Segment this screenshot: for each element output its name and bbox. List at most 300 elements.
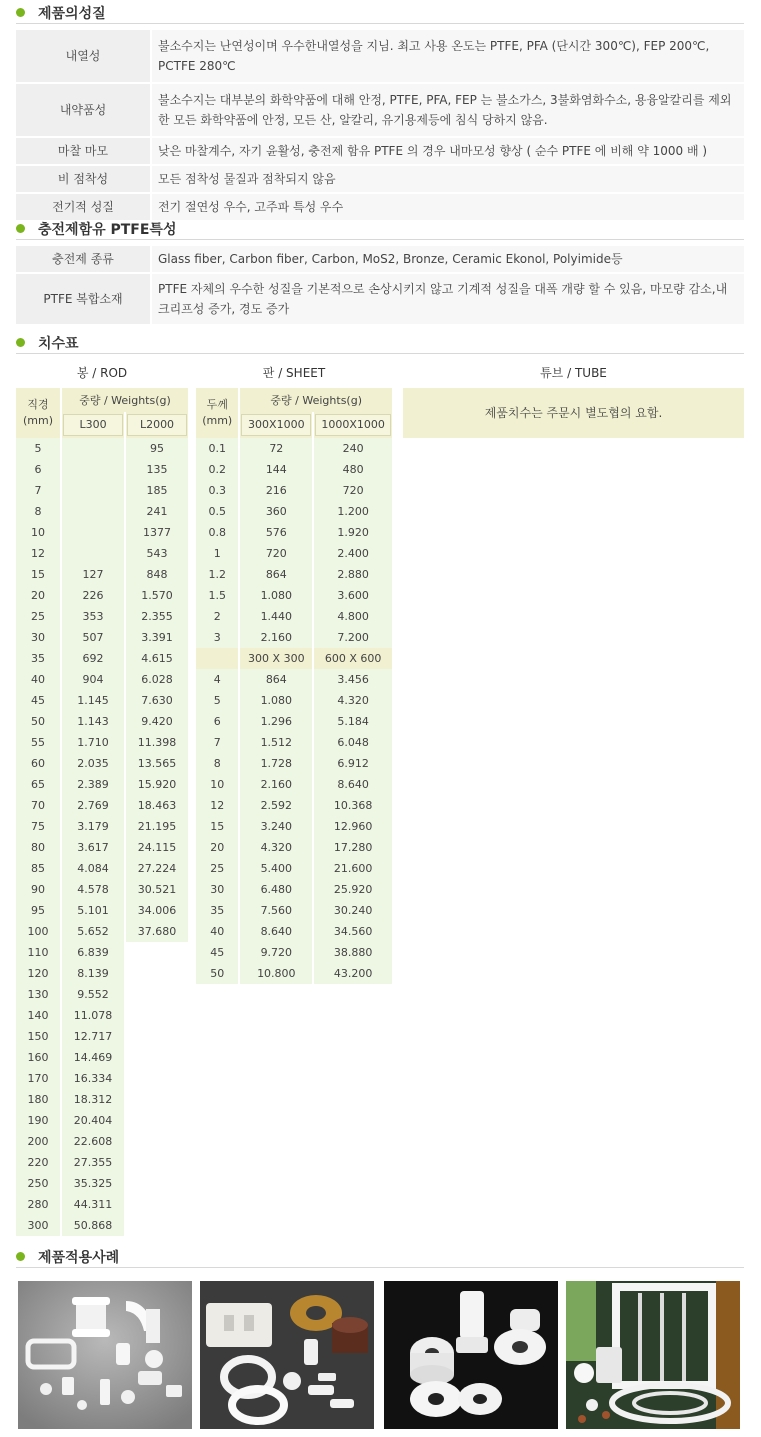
sheet-row [196,753,392,774]
property-key: 전기적 성질 [16,194,152,222]
rod-l300-cell: 14.469 [60,1047,124,1068]
sheet-row [196,774,392,795]
property-row [16,138,744,166]
rod-row [16,963,188,984]
rod-l2000-cell: 27.224 [124,858,188,879]
rod-l2000-cell: 543 [124,543,188,564]
sheet-thickness-cell: 0.3 [196,480,238,501]
rod-l2000-cell: 21.195 [124,816,188,837]
rod-diameter-cell: 20 [16,585,60,606]
sheet-thickness-cell: 8 [196,753,238,774]
rod-row [16,669,188,690]
sheet-thickness-cell: 25 [196,858,238,879]
rod-header-diameter: 직경 (mm) [16,388,60,438]
sheet-row [196,438,392,459]
sheet-a-cell: 4.320 [238,837,312,858]
sheet-row [196,711,392,732]
rod-row [16,585,188,606]
sheet-a-cell: 1.080 [238,690,312,711]
rod-diameter-cell: 190 [16,1110,60,1131]
sheet-a-cell: 8.640 [238,921,312,942]
sheet-row [196,942,392,963]
property-key: 마찰 마모 [16,138,152,166]
sheet-row [196,900,392,921]
property-row [16,30,744,84]
property-key: 비 점착성 [16,166,152,194]
rod-l300-cell: 2.769 [60,795,124,816]
rod-l2000-cell: 11.398 [124,732,188,753]
rod-l2000-cell: 13.565 [124,753,188,774]
rod-l2000-cell [124,1110,188,1131]
rod-header-l300: L300 [60,412,124,438]
rod-l300-cell: 9.552 [60,984,124,1005]
rod-diameter-cell: 45 [16,690,60,711]
rod-l2000-cell: 241 [124,501,188,522]
rod-l300-cell: 692 [60,648,124,669]
sheet-row [196,459,392,480]
sheet-row [196,627,392,648]
rod-l2000-cell: 185 [124,480,188,501]
rod-diameter-cell: 130 [16,984,60,1005]
rod-l300-cell: 22.608 [60,1131,124,1152]
sheet-b-cell: 38.880 [312,942,392,963]
rod-l2000-cell: 1.570 [124,585,188,606]
rod-row [16,1026,188,1047]
property-value: 불소수지는 대부분의 화학약품에 대해 안정, PTFE, PFA, FEP 는 불소가스, 3불화염화수소, 용융알칼리를 제외한 모든 화학약품에 안정, 모든 산, 알칼리, 유기용제등에 침식 당하지 않음. [152,84,744,138]
rod-l2000-cell [124,1068,188,1089]
rod-diameter-cell: 200 [16,1131,60,1152]
rod-l2000-cell: 30.521 [124,879,188,900]
rod-diameter-cell: 140 [16,1005,60,1026]
rod-row [16,774,188,795]
rod-l2000-cell: 24.115 [124,837,188,858]
rod-row [16,1068,188,1089]
rod-row [16,837,188,858]
properties-table [16,30,744,222]
rod-l300-cell: 8.139 [60,963,124,984]
filled-key: PTFE 복합소재 [16,274,152,326]
sheet-subheader-600x600: 600 X 600 [312,648,392,669]
rod-l2000-cell [124,963,188,984]
rod-title: 봉 / ROD [76,366,128,380]
sheet-a-cell: 2.160 [238,627,312,648]
rod-header-weight: 중량 / Weights(g) [60,388,188,412]
sheet-row [196,858,392,879]
sheet-b-cell: 30.240 [312,900,392,921]
rod-row [16,1005,188,1026]
rod-l2000-cell [124,1089,188,1110]
rod-diameter-cell: 220 [16,1152,60,1173]
rod-l300-cell: 4.084 [60,858,124,879]
sheet-subheader-blank [196,648,238,669]
rod-diameter-cell: 15 [16,564,60,585]
rod-l300-cell: 35.325 [60,1173,124,1194]
sheet-row [196,816,392,837]
rod-row [16,732,188,753]
sheet-a-cell: 720 [238,543,312,564]
rod-l2000-cell [124,984,188,1005]
rod-l300-cell [60,480,124,501]
sheet-subheader-row [196,648,392,669]
rod-l2000-cell: 7.630 [124,690,188,711]
rod-diameter-cell: 60 [16,753,60,774]
sheet-title: 판 / SHEET [262,366,326,380]
sheet-a-cell: 1.296 [238,711,312,732]
sheet-b-cell: 1.200 [312,501,392,522]
sheet-thickness-cell: 0.8 [196,522,238,543]
rod-row [16,711,188,732]
rod-l2000-cell: 1377 [124,522,188,543]
rod-row [16,753,188,774]
sheet-thickness-cell: 7 [196,732,238,753]
rod-row [16,606,188,627]
sheet-a-cell: 360 [238,501,312,522]
rod-l2000-cell [124,1194,188,1215]
property-key: 내약품성 [16,84,152,138]
rod-l300-cell: 6.839 [60,942,124,963]
rod-l2000-cell [124,1152,188,1173]
sheet-thickness-cell: 0.5 [196,501,238,522]
rod-l2000-cell: 34.006 [124,900,188,921]
rod-l300-cell [60,543,124,564]
rod-l2000-cell [124,1026,188,1047]
sheet-row [196,669,392,690]
rod-row [16,1152,188,1173]
sheet-thickness-cell: 1.2 [196,564,238,585]
rod-row [16,1089,188,1110]
rod-diameter-cell: 250 [16,1173,60,1194]
filled-row [16,246,744,274]
application-photo-2 [200,1281,374,1429]
rod-row [16,1131,188,1152]
property-value: 전기 절연성 우수, 고주파 특성 우수 [152,194,744,222]
sheet-b-cell: 2.400 [312,543,392,564]
rod-l2000-cell: 4.615 [124,648,188,669]
sheet-a-cell: 864 [238,669,312,690]
sheet-a-cell: 576 [238,522,312,543]
rod-diameter-cell: 180 [16,1089,60,1110]
bullet-icon [16,1252,25,1261]
rod-l2000-cell: 848 [124,564,188,585]
sheet-header-weight: 중량 / Weights(g) [238,388,392,412]
sheet-b-cell: 12.960 [312,816,392,837]
rod-diameter-cell: 120 [16,963,60,984]
rod-l300-cell: 11.078 [60,1005,124,1026]
sheet-b-cell: 17.280 [312,837,392,858]
rod-diameter-cell: 65 [16,774,60,795]
filled-ptfe-table [16,246,744,326]
rod-diameter-cell: 8 [16,501,60,522]
rod-l300-cell: 27.355 [60,1152,124,1173]
sheet-thickness-cell: 6 [196,711,238,732]
sheet-b-cell: 480 [312,459,392,480]
rod-diameter-cell: 10 [16,522,60,543]
rod-row [16,795,188,816]
rod-row [16,501,188,522]
tube-note: 제품치수는 주문시 별도협의 요함. [403,388,744,438]
sheet-row [196,837,392,858]
rod-l300-cell: 353 [60,606,124,627]
rod-l2000-cell: 3.391 [124,627,188,648]
sheet-row [196,501,392,522]
sheet-b-cell: 720 [312,480,392,501]
sheet-b-cell: 10.368 [312,795,392,816]
rod-l300-cell: 507 [60,627,124,648]
rod-l300-cell: 127 [60,564,124,585]
rod-row [16,543,188,564]
sheet-row [196,543,392,564]
sheet-thickness-cell: 1 [196,543,238,564]
rod-row [16,438,188,459]
sheet-thickness-cell: 0.1 [196,438,238,459]
rod-l2000-cell [124,1173,188,1194]
sheet-header-1000x1000: 1000X1000 [312,412,392,438]
rod-diameter-cell: 85 [16,858,60,879]
rod-diameter-cell: 170 [16,1068,60,1089]
rod-diameter-cell: 40 [16,669,60,690]
filled-row [16,274,744,326]
rod-l300-cell: 50.868 [60,1215,124,1236]
sheet-thickness-cell: 0.2 [196,459,238,480]
rod-l300-cell: 904 [60,669,124,690]
bullet-icon [16,224,25,233]
sheet-thickness-cell: 15 [196,816,238,837]
sheet-row [196,690,392,711]
rod-l300-cell: 226 [60,585,124,606]
rod-diameter-cell: 300 [16,1215,60,1236]
rod-l2000-cell: 2.355 [124,606,188,627]
rod-l300-cell: 3.617 [60,837,124,858]
property-row [16,166,744,194]
rod-l300-cell: 5.101 [60,900,124,921]
rod-l300-cell: 1.143 [60,711,124,732]
section-title-applications: 제품적용사례 [16,1246,744,1268]
rod-row [16,816,188,837]
rod-l2000-cell: 95 [124,438,188,459]
sheet-row [196,606,392,627]
rod-l300-cell [60,459,124,480]
rod-row [16,1215,188,1236]
sheet-thickness-cell: 3 [196,627,238,648]
sheet-b-cell: 4.320 [312,690,392,711]
filled-value: Glass fiber, Carbon fiber, Carbon, MoS2, Bronze, Ceramic Ekonol, Polyimide등 [152,246,744,274]
filled-value: PTFE 자체의 우수한 성질을 기본적으로 손상시키지 않고 기계적 성질을 대폭 개량 할 수 있음, 마모량 감소,내크리프성 증가, 경도 증가 [152,274,744,326]
sheet-header-thickness: 두께 (mm) [196,388,238,438]
sheet-a-cell: 72 [238,438,312,459]
bullet-icon [16,8,25,17]
sheet-a-cell: 864 [238,564,312,585]
sheet-b-cell: 4.800 [312,606,392,627]
rod-diameter-cell: 7 [16,480,60,501]
rod-diameter-cell: 55 [16,732,60,753]
sheet-thickness-cell: 12 [196,795,238,816]
application-photo-3 [384,1281,558,1429]
rod-diameter-cell: 150 [16,1026,60,1047]
rod-l2000-cell [124,1215,188,1236]
rod-diameter-cell: 50 [16,711,60,732]
rod-diameter-cell: 12 [16,543,60,564]
rod-row [16,984,188,1005]
rod-row [16,522,188,543]
sheet-thickness-cell: 5 [196,690,238,711]
sheet-row [196,921,392,942]
rod-l300-cell: 3.179 [60,816,124,837]
sheet-a-cell: 1.728 [238,753,312,774]
sheet-thickness-cell: 10 [196,774,238,795]
rod-row [16,942,188,963]
rod-l300-cell [60,501,124,522]
rod-diameter-cell: 6 [16,459,60,480]
sheet-b-cell: 5.184 [312,711,392,732]
rod-diameter-cell: 25 [16,606,60,627]
sheet-table [196,388,392,984]
rod-l300-cell: 18.312 [60,1089,124,1110]
rod-l300-cell: 2.035 [60,753,124,774]
rod-diameter-cell: 160 [16,1047,60,1068]
section-title-dimensions: 치수표 [16,332,744,354]
rod-row [16,564,188,585]
application-photo-4 [566,1281,740,1429]
sheet-a-cell: 10.800 [238,963,312,984]
property-row [16,84,744,138]
rod-row [16,1110,188,1131]
rod-row [16,648,188,669]
rod-l300-cell: 20.404 [60,1110,124,1131]
rod-l300-cell: 44.311 [60,1194,124,1215]
sheet-b-cell: 240 [312,438,392,459]
sheet-b-cell: 3.456 [312,669,392,690]
rod-l300-cell: 5.652 [60,921,124,942]
sheet-thickness-cell: 35 [196,900,238,921]
rod-row [16,627,188,648]
rod-row [16,858,188,879]
sheet-b-cell: 2.880 [312,564,392,585]
property-value: 낮은 마찰계수, 자기 윤활성, 충전제 함유 PTFE 의 경우 내마모성 향상 ( 순수 PTFE 에 비해 약 1000 배 ) [152,138,744,166]
sheet-b-cell: 8.640 [312,774,392,795]
rod-diameter-cell: 90 [16,879,60,900]
sheet-row [196,480,392,501]
sheet-a-cell: 9.720 [238,942,312,963]
sheet-b-cell: 25.920 [312,879,392,900]
sheet-a-cell: 6.480 [238,879,312,900]
rod-header-l2000: L2000 [124,412,188,438]
rod-l2000-cell: 18.463 [124,795,188,816]
sheet-subheader-300x300: 300 X 300 [238,648,312,669]
rod-row [16,900,188,921]
sheet-row [196,564,392,585]
sheet-a-cell: 5.400 [238,858,312,879]
sheet-b-cell: 7.200 [312,627,392,648]
sheet-a-cell: 1.512 [238,732,312,753]
rod-diameter-cell: 70 [16,795,60,816]
rod-l2000-cell: 15.920 [124,774,188,795]
sheet-row [196,879,392,900]
rod-l2000-cell [124,942,188,963]
rod-l300-cell: 12.717 [60,1026,124,1047]
rod-diameter-cell: 100 [16,921,60,942]
sheet-a-cell: 1.080 [238,585,312,606]
sheet-b-cell: 43.200 [312,963,392,984]
sheet-row [196,585,392,606]
rod-diameter-cell: 280 [16,1194,60,1215]
sheet-thickness-cell: 40 [196,921,238,942]
property-value: 모든 점착성 물질과 점착되지 않음 [152,166,744,194]
rod-l300-cell: 16.334 [60,1068,124,1089]
rod-diameter-cell: 75 [16,816,60,837]
sheet-thickness-cell: 4 [196,669,238,690]
rod-l2000-cell [124,1131,188,1152]
sheet-a-cell: 144 [238,459,312,480]
rod-diameter-cell: 30 [16,627,60,648]
rod-row [16,879,188,900]
rod-l2000-cell [124,1005,188,1026]
rod-l2000-cell [124,1047,188,1068]
rod-diameter-cell: 5 [16,438,60,459]
sheet-b-cell: 1.920 [312,522,392,543]
tube-title: 튜브 / TUBE [540,366,607,380]
property-key: 내열성 [16,30,152,84]
sheet-a-cell: 3.240 [238,816,312,837]
rod-l300-cell: 2.389 [60,774,124,795]
rod-row [16,480,188,501]
sheet-b-cell: 34.560 [312,921,392,942]
sheet-row [196,522,392,543]
sheet-a-cell: 2.160 [238,774,312,795]
rod-diameter-cell: 110 [16,942,60,963]
sheet-row [196,732,392,753]
sheet-thickness-cell: 2 [196,606,238,627]
bullet-icon [16,338,25,347]
sheet-a-cell: 1.440 [238,606,312,627]
sheet-b-cell: 3.600 [312,585,392,606]
property-value: 불소수지는 난연성이며 우수한내열성을 지님. 최고 사용 온도는 PTFE, PFA (단시간 300℃), FEP 200℃, PCTFE 280℃ [152,30,744,84]
sheet-b-cell: 21.600 [312,858,392,879]
rod-row [16,1194,188,1215]
application-photo-1 [18,1281,192,1429]
rod-row [16,1047,188,1068]
rod-l2000-cell: 9.420 [124,711,188,732]
rod-diameter-cell: 95 [16,900,60,921]
rod-row [16,921,188,942]
rod-l300-cell: 4.578 [60,879,124,900]
sheet-thickness-cell: 45 [196,942,238,963]
rod-diameter-cell: 35 [16,648,60,669]
sheet-thickness-cell: 30 [196,879,238,900]
sheet-thickness-cell: 50 [196,963,238,984]
sheet-a-cell: 7.560 [238,900,312,921]
rod-l300-cell [60,522,124,543]
rod-l2000-cell: 135 [124,459,188,480]
sheet-thickness-cell: 20 [196,837,238,858]
rod-l2000-cell: 37.680 [124,921,188,942]
sheet-a-cell: 216 [238,480,312,501]
sheet-row [196,795,392,816]
sheet-b-cell: 6.912 [312,753,392,774]
rod-l300-cell [60,438,124,459]
sheet-b-cell: 6.048 [312,732,392,753]
sheet-row [196,963,392,984]
rod-row [16,690,188,711]
section-title-filled: 충전제함유 PTFE특성 [16,218,744,240]
sheet-a-cell: 2.592 [238,795,312,816]
sheet-header-300x1000: 300X1000 [238,412,312,438]
rod-l300-cell: 1.145 [60,690,124,711]
filled-key: 충전제 종류 [16,246,152,274]
rod-table [16,388,188,1236]
rod-l300-cell: 1.710 [60,732,124,753]
sheet-thickness-cell: 1.5 [196,585,238,606]
section-title-properties: 제품의성질 [16,2,744,24]
